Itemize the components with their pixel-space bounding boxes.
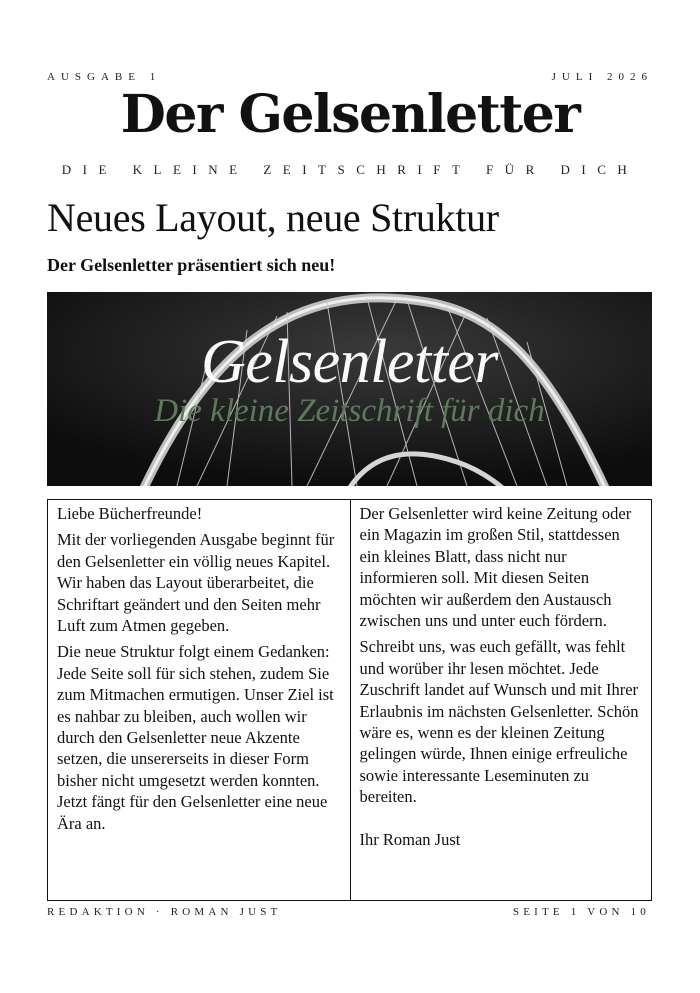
article-headline: Neues Layout, neue Struktur [47,195,499,240]
masthead-tagline: DIE KLEINE ZEITSCHRIFT FÜR DICH [61,162,639,177]
paragraph: Die neue Struktur folgt einem Gedanken: Jede Seite soll für sich stehen, zudem Sie zum Mitmachen ermutigen. Unser Ziel ist es nahbar zu bleiben, auch wollen wir durch den Gelsenletter neue Akzente setzen, die unsererseits in dieser Form bisher nicht umgesetzt werden konnten. Jetzt fängt für den Gelsenletter eine neue Ära an. [57,642,334,833]
greeting: Liebe Bücherfreunde! [57,504,203,523]
left-column [48,500,350,900]
page-number: SEITE 1 VON 10 [512,906,650,918]
masthead-title: Der Gelsenletter [120,84,580,145]
paragraph: Schreibt uns, was euch gefällt, was fehlt und worüber ihr lesen möchtet. Jede Zuschrift landet auf Wunsch und mit Ihrer Erlaubnis im nächsten Gelsenletter. Schön wäre es, wenn es der kleinen Zeitung gelingen würde, Ihnen einige erfreuliche sowie interessante Leseminuten zu bereiten. [359,637,639,807]
banner-title: Gelsenletter [200,328,498,396]
page-footer [47,906,650,918]
banner-subtitle: Die kleine Zeitschrift für dich [154,393,545,429]
issue-number: AUSGABE 1 [47,71,162,83]
issue-date: JULI 2026 [551,71,653,83]
footer-editor: REDAKTION · ROMAN JUST [47,906,282,918]
article-subheadline: Der Gelsenletter präsentiert sich neu! [47,255,336,275]
signature: Ihr Roman Just [359,829,461,849]
right-column [350,500,652,900]
paragraph: Der Gelsenletter wird keine Zeitung oder ein Magazin im großen Stil, stattdessen ein kleines Blatt, dass nicht nur informieren soll. Mit diesen Seiten möchten wir außerdem den Austausch zwischen uns und unter euch fördern. [359,504,632,631]
paragraph: Mit der vorliegenden Ausgabe beginnt für den Gelsenletter ein völlig neues Kapitel. Wir haben das Layout überarbeitet, die Schriftart geändert und den Seiten mehr Luft zum Atmen gegeben. [57,530,335,636]
article-columns [47,499,652,901]
banner-image [47,292,652,486]
